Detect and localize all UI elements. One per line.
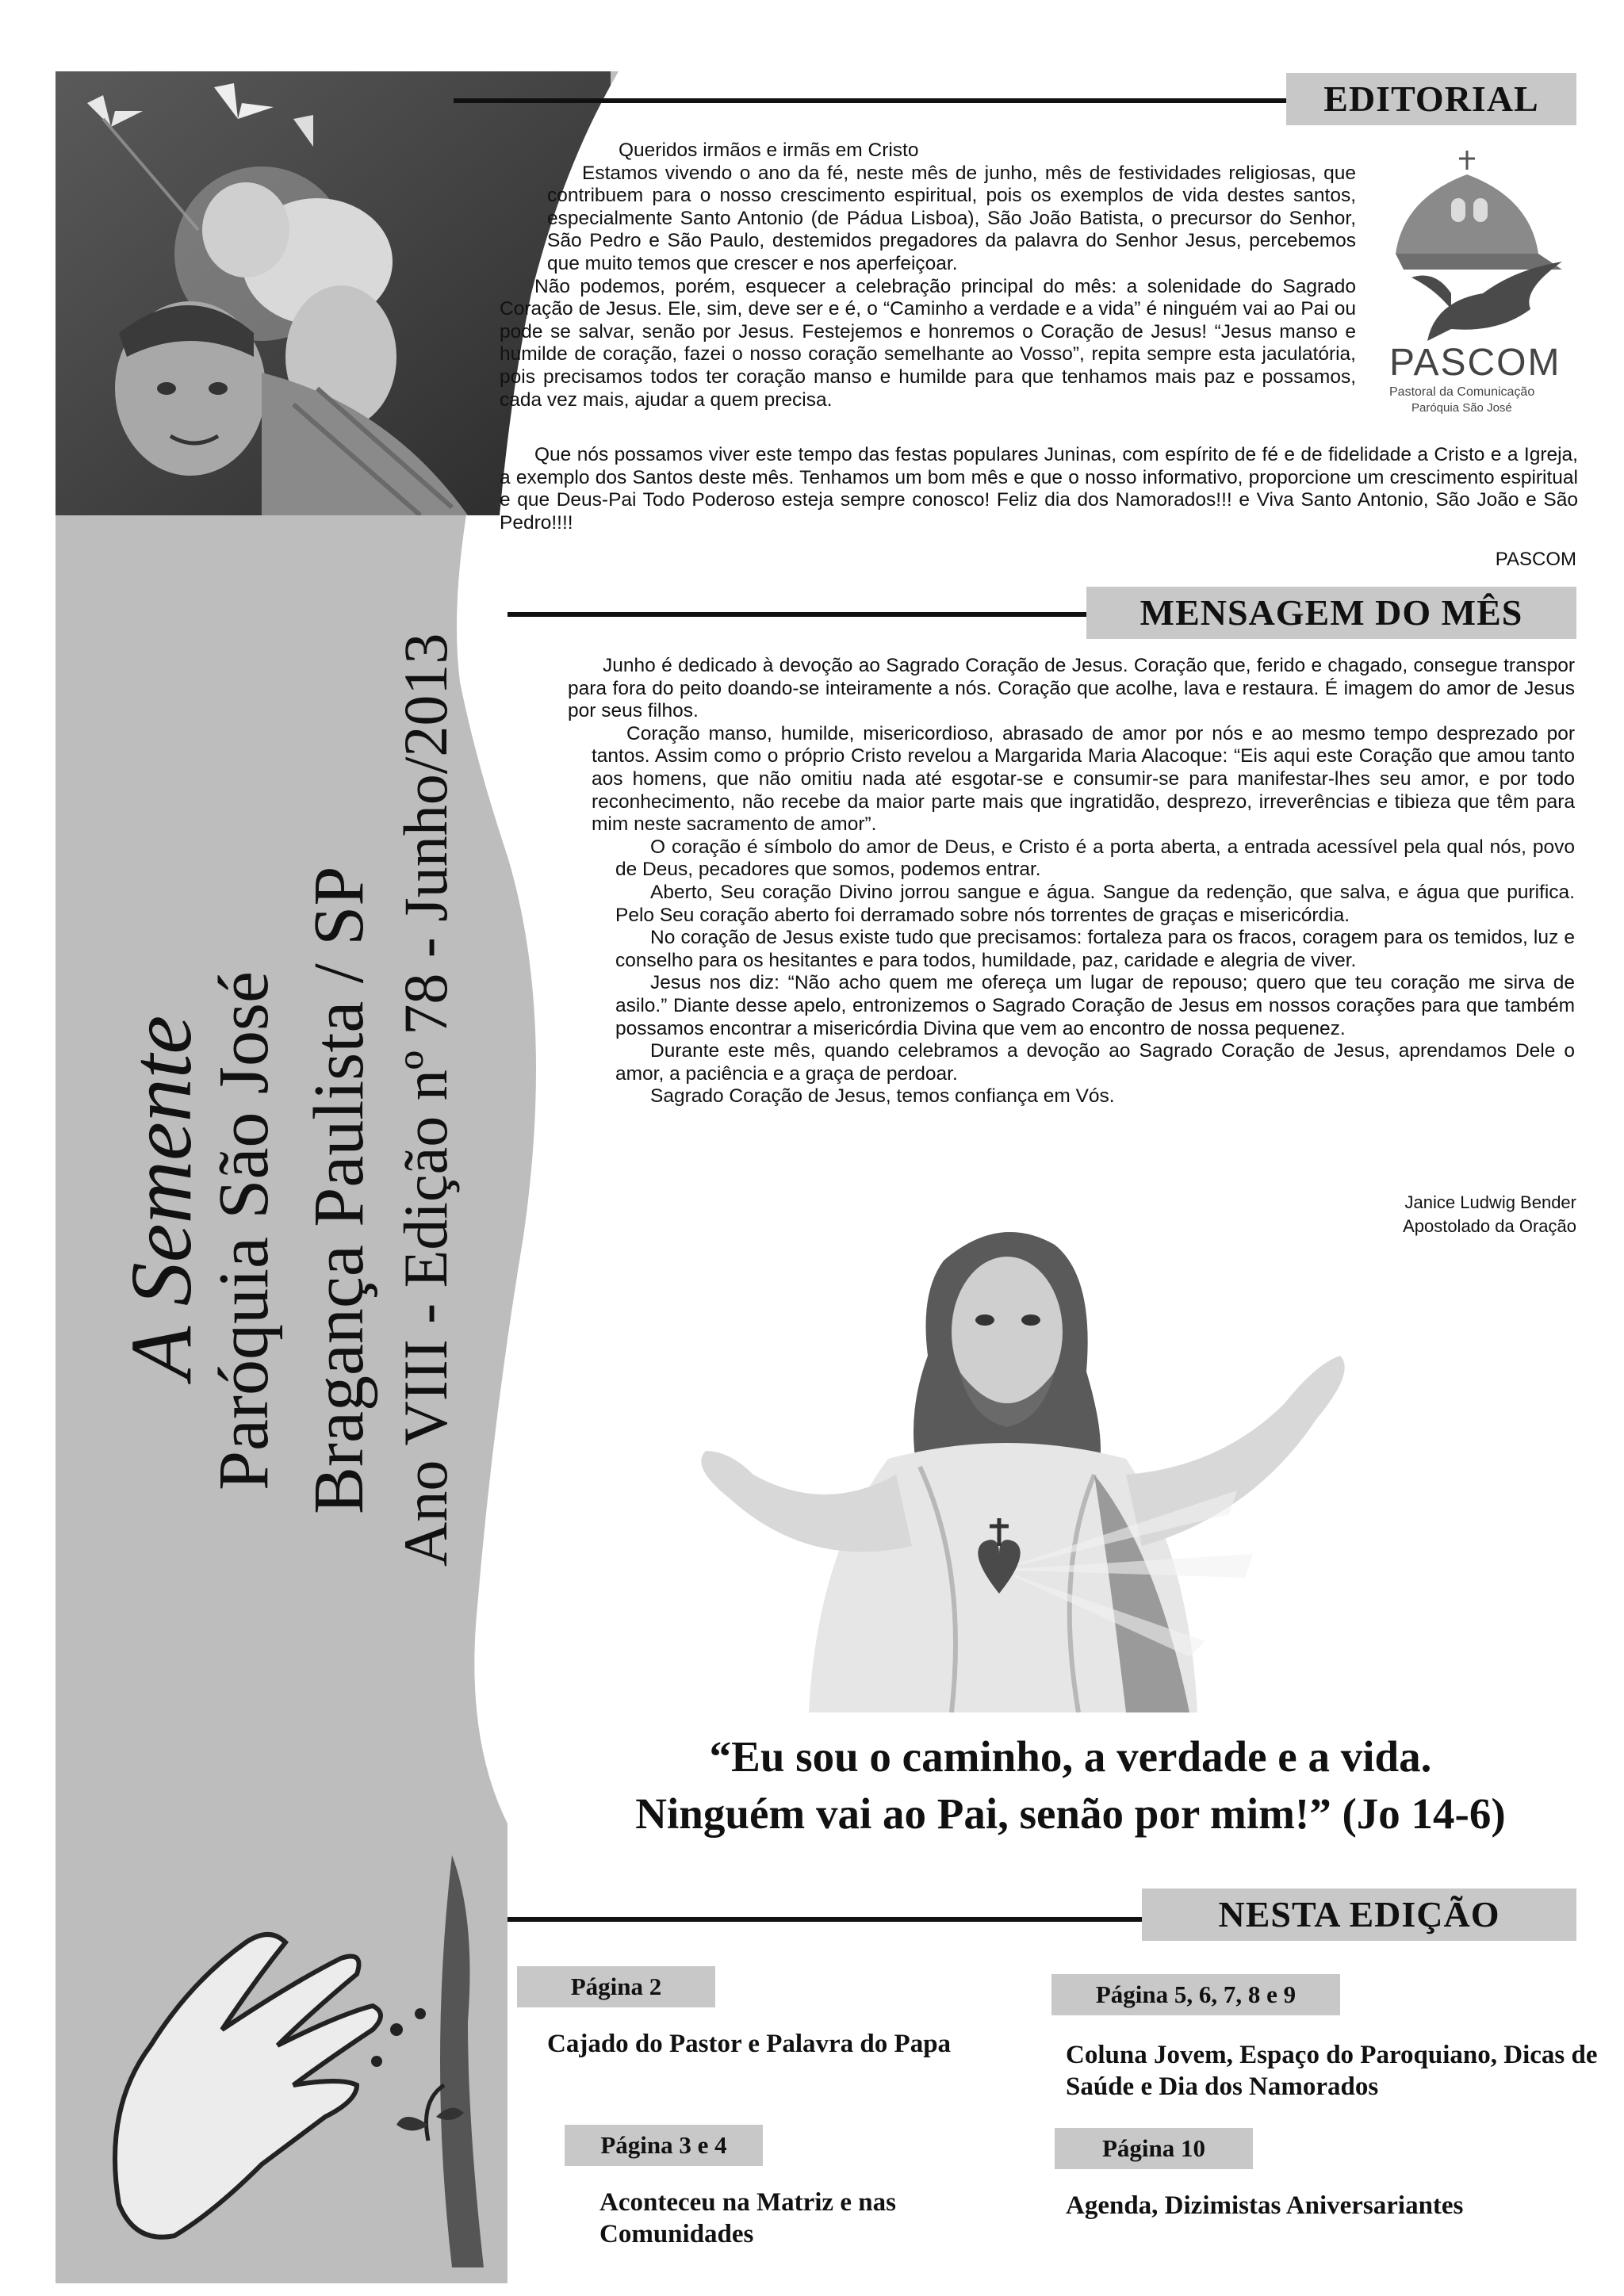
sacred-heart-image	[682, 1213, 1475, 1712]
pascom-logo-line1: Pastoral da Comunicação	[1389, 385, 1535, 399]
scripture-quote-line1: “Eu sou o caminho, a verdade e a vida.	[709, 1732, 1432, 1781]
pascom-logo-line2: Paróquia São José	[1411, 401, 1512, 415]
mensagem-heading: MENSAGEM DO MÊS	[1086, 587, 1576, 639]
mensagem-paragraph: Durante este mês, quando celebramos a devoção ao Sagrado Coração de Jesus, aprendamos Dele o amor, a paciência e a graça de perdoar.	[615, 1040, 1575, 1085]
edition-page-desc: Coluna Jovem, Espaço do Paroquiano, Dicas de Saúde e Dia dos Namorados	[1066, 2041, 1598, 2101]
editorial-rule	[454, 98, 1286, 103]
masthead-city: Bragança Paulista / SP	[300, 866, 378, 1514]
mensagem-author: Janice Ludwig Bender	[1404, 1192, 1576, 1212]
mensagem-paragraph: O coração é símbolo do amor de Deus, e Cristo é a porta aberta, a entrada acessível pela qual nós, povo de Deus, pecadores que somos, podemos entrar.	[615, 836, 1575, 881]
editorial-paragraph: Que nós possamos viver este tempo das festas populares Juninas, com espírito de fé e de fidelidade a Cristo e a Igreja, a exemplo dos Santos deste mês. Tenhamos um bom mês e que o nosso informativo, proporcione um crescimento espiritual e que Deus-Pai Todo Poderoso esteja sempre conosco! Feliz dia dos Namorados!!! e Viva Santo Antonio, São João e São Pedro!!!!	[500, 444, 1578, 534]
mensagem-rule	[508, 612, 1086, 617]
nesta-edicao-rule	[508, 1917, 1142, 1922]
mensagem-paragraph: Coração manso, humilde, misericordioso, abrasado de amor por nós e ao mesmo tempo desprezado por tantos. Assim como o próprio Cristo revelou a Margarida Maria Alacoque: “Eis aqui este Coração que amou tanto aos homens, que não omitiu nada até esgotar-se e consumir-se para manifestar-lhes seu amor, e por todo reconhecimento, não recebe da maior parte mais que ingratidão, desprezo, irreverências e tibieza que têm para mim neste sacramento de amor”.	[592, 722, 1575, 836]
masthead-title: A Semente	[113, 1015, 209, 1380]
masthead	[111, 603, 460, 1617]
mensagem-paragraph: Jesus nos diz: “Não acho quem me ofereça um lugar de repouso; quero que teu coração me sirva de asilo.” Diante desse apelo, entronizemos o Sagrado Coração de Jesus em nossos corações para que também possamos encontrar a misericórdia Divina que vem ao encontro de nossa pequenez.	[615, 972, 1575, 1039]
mensagem-body	[568, 655, 1575, 1108]
mensagem-paragraph: Aberto, Seu coração Divino jorrou sangue e água. Sangue da redenção, que salva, e água que purifica. Pelo Seu coração aberto foi derramado sobre nós torrentes de graças e misericórdia.	[615, 881, 1575, 926]
edition-page-desc: Agenda, Dizimistas Aniversariantes	[1066, 2191, 1464, 2220]
edition-page-label: Página 10	[1055, 2128, 1253, 2169]
editorial-paragraph: Não podemos, porém, esquecer a celebração principal do mês: a solenidade do Sagrado Coração de Jesus. Ele, sim, deve ser e é, o “Caminho a verdade e a vida” é ninguém vai ao Pai ou pode se salvar, senão por Jesus. Festejemos e honremos o Coração de Jesus! “Jesus manso e humilde de coração, fazei o nosso coração semelhante ao Vosso”, repita sempre esta jaculatória, pois precisamos todos ter coração manso e humilde para que tenhamos mais paz e possamos, cada vez mais, ajudar a quem precisa.	[500, 275, 1356, 411]
nesta-edicao-heading: NESTA EDIÇÃO	[1142, 1888, 1576, 1941]
pascom-logo-name: PASCOM	[1389, 342, 1561, 384]
edition-page-desc: Aconteceu na Matriz e nas Comunidades	[599, 2188, 896, 2248]
mensagem-author-role: Apostolado da Oração	[1403, 1216, 1576, 1236]
mensagem-paragraph: No coração de Jesus existe tudo que precisamos: fortaleza para os fracos, coragem para os temidos, luz e conselho para os hesitantes e para todos, humildade, paz, caridade e alegria de viver.	[615, 927, 1575, 971]
edition-page-label: Página 3 e 4	[565, 2125, 763, 2166]
sowing-hand-image	[56, 1823, 500, 2283]
editorial-paragraph: Estamos vivendo o ano da fé, neste mês de junho, mês de festividades religiosas, que contribuem para o nosso crescimento espiritual, pois os exemplos de vida destes santos, especialmente Santo Antonio (de Pádua Lisboa), São João Batista, o precursor do Senhor, São Pedro e São Paulo, destemidos pregadores da palavra do Senhor Jesus, percebemos que muito temos que crescer e nos aperfeiçoar.	[547, 162, 1356, 274]
pascom-logo	[1380, 151, 1578, 420]
masthead-parish: Paróquia São José	[205, 971, 283, 1490]
editorial-signature: PASCOM	[1495, 549, 1576, 570]
edition-page-label: Página 2	[517, 1966, 715, 2007]
edition-page-desc: Cajado do Pastor e Palavra do Papa	[547, 2030, 952, 2058]
masthead-edition: Ano VIII - Edição nº 78 - Junho/2013	[391, 633, 460, 1567]
editorial-body-wide	[500, 444, 1578, 534]
editorial-heading: EDITORIAL	[1286, 73, 1576, 125]
editorial-salutation: Queridos irmãos e irmãs em Cristo	[619, 140, 919, 161]
mensagem-paragraph: Sagrado Coração de Jesus, temos confiança em Vós.	[650, 1085, 1115, 1108]
editorial-body	[500, 140, 1356, 411]
scripture-quote	[555, 1728, 1586, 1843]
church-dove-icon	[1380, 151, 1578, 357]
edition-page-label: Página 5, 6, 7, 8 e 9	[1051, 1974, 1340, 2015]
mensagem-paragraph: Junho é dedicado à devoção ao Sagrado Coração de Jesus. Coração que, ferido e chagado, consegue transpor para fora do peito doando-se inteiramente a nós. Coração que acolhe, lava e restaura. É imagem do amor de Jesus por seus filhos.	[568, 655, 1575, 722]
scripture-quote-line2: Ninguém vai ao Pai, senão por mim!” (Jo 14-6)	[635, 1789, 1506, 1838]
